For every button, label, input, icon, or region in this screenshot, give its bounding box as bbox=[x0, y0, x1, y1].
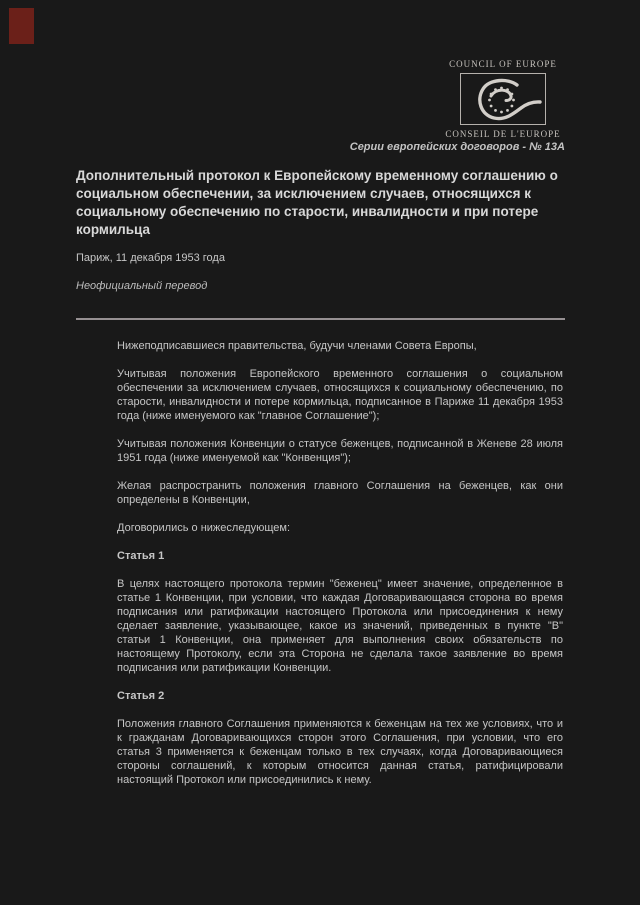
translation-note: Неофициальный перевод bbox=[76, 280, 208, 292]
article-2-text: Положения главного Соглашения применяются к беженцам на тех же условиях, что и к гражданам Договаривающихся сторон этого Соглашения, при условии, что его статья 3 применяется к беженцам только в тех случаях, когда Договаривающиеся стороны соглашений, к которым относится данная статья, ратифицировали настоящий Протокол или присоединились к нему. bbox=[117, 718, 563, 786]
council-of-europe-logo bbox=[440, 59, 566, 139]
horizontal-divider bbox=[76, 318, 565, 320]
logo-emblem-box bbox=[460, 73, 546, 125]
document-body bbox=[117, 339, 563, 787]
article-1-text: В целях настоящего протокола термин "беженец" имеет значение, определенное в статье 1 Конвенции, при условии, что каждая Договаривающаяся сторона во время подписания или ратификации настоящего Протокола или присоединения к нему сделает заявление, указывающее, какое из значений, приведенных в пункте "В" статьи 1 Конвенции, она применяет для выполнения своих обязательств по настоящему Протоколу, если эта Сторона не сделала такое заявление во время подписания или ратификации Конвенции. bbox=[117, 578, 563, 674]
treaty-series-label: Серии европейских договоров - № 13А bbox=[349, 141, 565, 153]
logo-top-caption: COUNCIL OF EUROPE bbox=[449, 59, 557, 69]
document-content bbox=[76, 167, 565, 787]
place-date-line: Париж, 11 декабря 1953 года bbox=[76, 252, 225, 264]
council-of-europe-e-stars-icon bbox=[462, 75, 544, 123]
preamble-paragraph: Нижеподписавшиеся правительства, будучи членами Совета Европы, bbox=[117, 340, 477, 352]
document-title: Дополнительный протокол к Европейскому временному соглашению о социальном обеспечении, за исключением случаев, относящихся к социальному обеспечению по старости, инвалидности и при потере кормильца bbox=[76, 168, 558, 237]
corner-red-mark bbox=[9, 8, 34, 44]
article-2-heading: Статья 2 bbox=[117, 690, 165, 702]
preamble-paragraph: Учитывая положения Европейского временного соглашения о социальном обеспечении за исключением случаев, относящихся к социальному обеспечению, по старости, инвалидности и потере кормильца, подписанное в Париже 11 декабря 1953 года (ниже именуемого как "главное Соглашение"); bbox=[117, 368, 563, 422]
logo-bottom-caption: CONSEIL DE L'EUROPE bbox=[445, 129, 561, 139]
preamble-paragraph: Договорились о нижеследующем: bbox=[117, 522, 291, 534]
article-1-heading: Статья 1 bbox=[117, 550, 165, 562]
preamble-paragraph: Учитывая положения Конвенции о статусе беженцев, подписанной в Женеве 28 июля 1951 года (ниже именуемой как "Конвенция"); bbox=[117, 438, 563, 464]
preamble-paragraph: Желая распространить положения главного Соглашения на беженцев, как они определены в Конвенции, bbox=[117, 480, 563, 506]
